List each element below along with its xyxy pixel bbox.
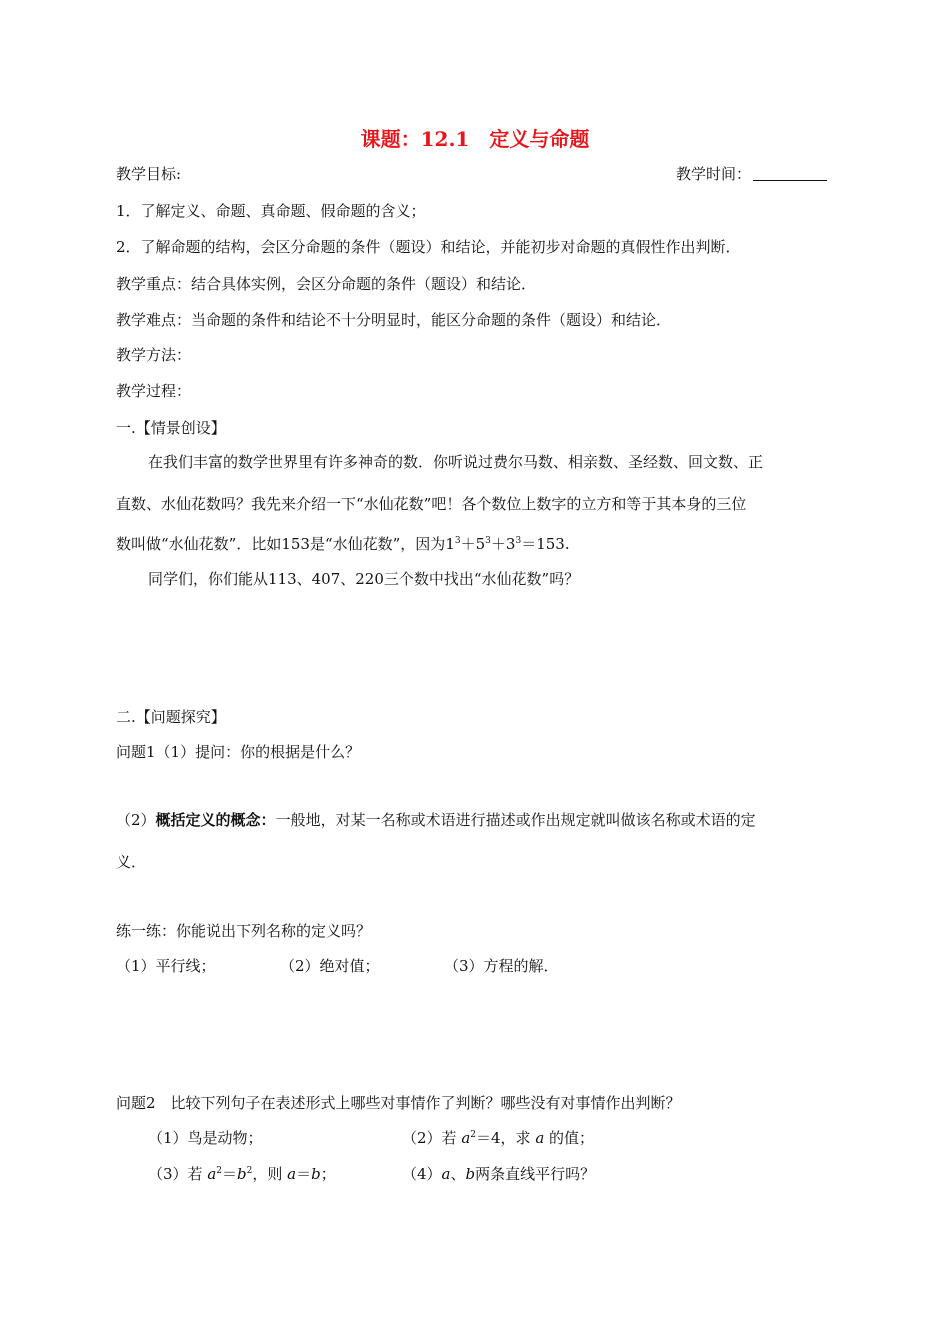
section1-question: 同学们，你们能从113、407、220三个数中找出“水仙花数”吗？: [148, 570, 580, 588]
question1: 问题1（1）提问：你的根据是什么？: [116, 743, 361, 761]
section1-heading: 一.【情景创设】: [116, 419, 226, 437]
formula: $1^3+5^3+3^3=153$.: [445, 535, 570, 553]
question2-item-3: （3）若 $a^2=b^2$，则 a＝b；: [148, 1165, 336, 1183]
definition-concept-line2: 义．: [116, 853, 147, 871]
practice-item-1: （1）平行线；: [116, 957, 216, 975]
time-field: [676, 164, 827, 184]
method: 教学方法：: [116, 346, 192, 364]
question2-item-2: （2）若 $a^2=4$，求 a 的值；: [402, 1129, 595, 1147]
time-label: 教学时间：: [676, 165, 752, 183]
difficulty: 教学难点：当命题的条件和结论不十分明显时，能区分命题的条件（题设）和结论．: [116, 311, 672, 329]
process: 教学过程：: [116, 382, 192, 400]
section1-paragraph-line3: [116, 534, 570, 554]
practice-item-3: （3）方程的解．: [444, 957, 559, 975]
question2-item-4: （4）a、b两条直线平行吗？: [402, 1165, 596, 1183]
definition-concept: （2）概括定义的概念：一般地，对某一名称或术语进行描述或作出规定就叫做该名称或术语的定: [116, 811, 756, 829]
objective-item-2: 2．了解命题的结构，会区分命题的条件（题设）和结论，并能初步对命题的真假性作出判断．: [116, 238, 741, 256]
question2: 问题2 比较下列句子在表述形式上哪些对事情作了判断？哪些没有对事情作出判断？: [116, 1094, 681, 1112]
objective-item-1: 1．了解定义、命题、真命题、假命题的含义；: [116, 202, 426, 220]
section2-heading: 二.【问题探究】: [116, 708, 226, 726]
definition-concept-label: 概括定义的概念：: [155, 811, 276, 829]
question2-item-1: （1）鸟是动物；: [148, 1129, 263, 1147]
practice-title: 练一练：你能说出下列名称的定义吗？: [116, 922, 372, 940]
objectives-label: 教学目标:: [116, 165, 182, 183]
key-point: 教学重点：结合具体实例，会区分命题的条件（题设）和结论．: [116, 275, 537, 293]
paragraph-text: 数叫做“水仙花数”．比如153是“水仙花数”，因为: [116, 535, 446, 553]
section1-paragraph-line1: 在我们丰富的数学世界里有许多神奇的数．你听说过费尔马数、相亲数、圣经数、回文数、正: [148, 453, 764, 471]
page-title: 课题：12.1 定义与命题: [360, 127, 590, 151]
section1-paragraph-line2: 直数、水仙花数吗？我先来介绍一下“水仙花数”吧！各个数位上数字的立方和等于其本身的三位: [116, 495, 747, 513]
time-blank: [753, 166, 827, 181]
practice-item-2: （2）绝对值；: [280, 957, 380, 975]
